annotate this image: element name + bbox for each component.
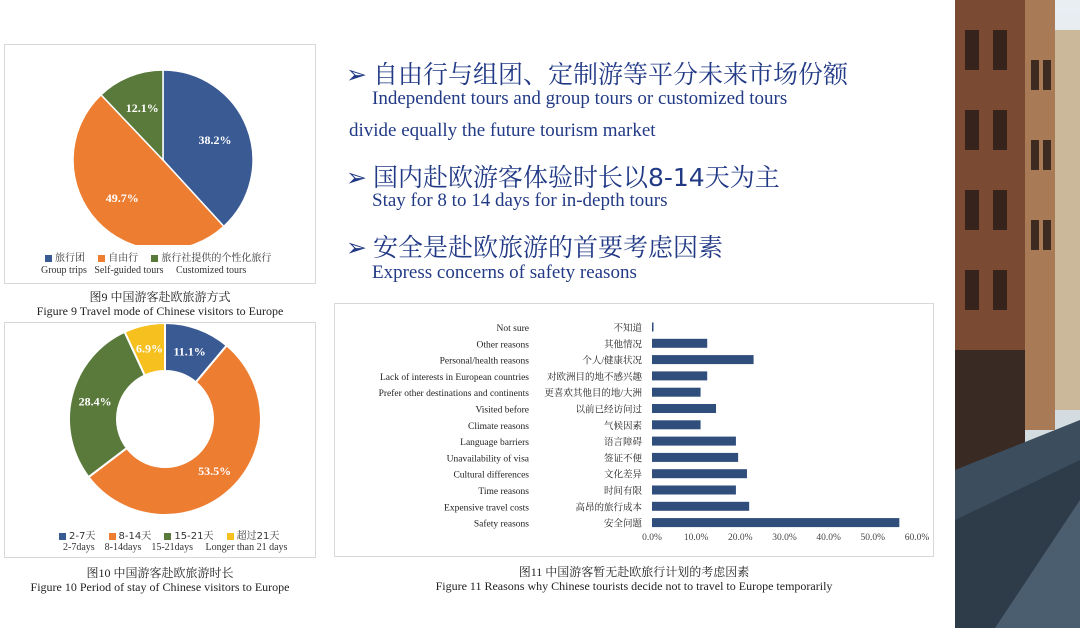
x-tick-label: 50.0% (860, 533, 886, 543)
category-label-en: Cultural differences (453, 470, 529, 481)
bar (652, 502, 749, 511)
legend-swatch (98, 255, 105, 262)
category-label-en: Expensive travel costs (444, 503, 529, 514)
figure-11-caption (334, 565, 934, 593)
figure-11-bar-chart (335, 304, 933, 556)
x-tick-label: 60.0% (904, 533, 930, 543)
bar (652, 486, 736, 495)
bullet-1-title (346, 55, 848, 91)
legend-label-en: Group trips (41, 265, 87, 276)
data-label: 49.7% (105, 191, 139, 206)
caption-en: Figure 10 Period of stay of Chinese visitors to Europe (30, 580, 290, 594)
figure-9-legend-en (41, 265, 246, 276)
bullet-text-zh: 安全是赴欧旅游的首要考虑因素 (372, 233, 723, 262)
category-label-zh: 时间有限 (603, 487, 642, 497)
data-label: 38.2% (198, 132, 232, 147)
legend-label: 8-14天 (118, 531, 152, 542)
bullet-1-subtitle-line2: divide equally the future tourism market (349, 120, 656, 141)
arrow-bullet-icon: ➢ (346, 163, 367, 192)
category-label-zh: 不知道 (613, 324, 642, 334)
figure-9-pie-chart (5, 45, 315, 245)
bullet-2-title (346, 158, 780, 194)
category-label-en: Climate reasons (468, 421, 529, 432)
bar (652, 420, 701, 429)
legend-swatch (45, 255, 52, 262)
category-label-en: Unavailability of visa (446, 454, 529, 465)
figure-10-donut-chart (5, 323, 315, 523)
category-label-en: Not sure (496, 324, 529, 334)
category-label-zh: 高昂的旅行成本 (575, 503, 642, 514)
legend-swatch (109, 533, 116, 540)
category-label-zh: 其他情况 (603, 340, 642, 351)
category-label-zh: 以前已经访问过 (575, 405, 642, 416)
bar (652, 323, 654, 332)
category-label-en: Personal/health reasons (439, 356, 529, 367)
category-label-zh: 气候因素 (603, 421, 642, 432)
category-label-en: Lack of interests in European countries (379, 372, 529, 383)
legend-label: 自由行 (108, 253, 139, 264)
caption-en: Figure 9 Travel mode of Chinese visitors to Europe (36, 304, 284, 318)
category-label-en: Safety reasons (473, 519, 529, 530)
x-tick-label: 30.0% (772, 533, 797, 543)
category-label-zh: 文化差异 (603, 470, 642, 481)
arrow-bullet-icon: ➢ (346, 233, 367, 262)
x-tick-label: 40.0% (816, 533, 841, 543)
data-label: 53.5% (198, 464, 232, 479)
bullet-3-title (346, 228, 723, 264)
caption-zh: 图11 中国游客暂无赴欧旅行计划的考虑因素 (518, 565, 750, 579)
legend-label-en: Customized tours (176, 265, 247, 276)
category-label-en: Language barriers (460, 438, 529, 449)
category-label-en: Prefer other destinations and continents (378, 389, 529, 400)
bar (652, 388, 701, 397)
bar (652, 437, 736, 446)
legend-label-en: 2-7days (63, 542, 95, 553)
street-photo (955, 0, 1080, 628)
category-label-zh: 对欧洲目的地不感兴趣 (546, 372, 642, 383)
figure-9-legend (35, 249, 271, 264)
bar (652, 404, 716, 413)
data-label: 28.4% (78, 394, 112, 409)
legend-label-en: Longer than 21 days (205, 542, 288, 553)
bullet-2-subtitle: Stay for 8 to 14 days for in-depth tours (372, 190, 668, 211)
category-label-zh: 更喜欢其他目的地/大洲 (544, 389, 642, 400)
data-label: 6.9% (135, 341, 163, 356)
bar (652, 371, 707, 380)
category-label-en: Visited before (475, 405, 529, 416)
legend-swatch (164, 533, 171, 540)
legend-swatch (59, 533, 66, 540)
bar (652, 469, 747, 478)
legend-label: 旅行社提供的个性化旅行 (161, 253, 272, 264)
x-tick-label: 10.0% (683, 533, 709, 543)
bullet-3-subtitle: Express concerns of safety reasons (372, 262, 637, 283)
bar (652, 339, 707, 348)
figure-10-legend (49, 527, 279, 542)
legend-label-en: 15-21days (151, 542, 194, 553)
data-label: 12.1% (125, 101, 159, 116)
arrow-bullet-icon: ➢ (346, 60, 367, 89)
figure-11-panel (334, 303, 934, 557)
legend-label: 旅行团 (55, 253, 85, 264)
legend-label: 15-21天 (174, 531, 214, 542)
figure-10-caption (4, 566, 316, 594)
x-tick-label: 0.0% (642, 533, 662, 543)
legend-label-en: Self-guided tours (94, 265, 164, 276)
bar (652, 453, 738, 462)
bar (652, 518, 899, 527)
legend-swatch (227, 533, 234, 540)
figure-10-legend-en (63, 542, 287, 553)
bar (652, 355, 754, 364)
category-label-en: Other reasons (476, 340, 529, 351)
figure-10-panel (4, 322, 316, 558)
legend-swatch (151, 255, 158, 262)
legend-label-en: 8-14days (104, 542, 142, 553)
data-label: 11.1% (173, 344, 206, 359)
category-label-en: Time reasons (478, 487, 529, 497)
bullet-1-subtitle: Independent tours and group tours or customized tours (372, 88, 788, 109)
legend-label: 2-7天 (69, 531, 96, 542)
bullet-text-zh: 国内赴欧游客体验时长以8-14天为主 (372, 163, 780, 192)
x-tick-label: 20.0% (728, 533, 753, 543)
bullet-text-zh: 自由行与组团、定制游等平分未来市场份额 (372, 60, 848, 89)
category-label-zh: 安全问题 (603, 519, 642, 530)
category-label-zh: 语言障碍 (603, 438, 642, 449)
caption-zh: 图9 中国游客赴欧旅游方式 (89, 290, 231, 304)
caption-zh: 图10 中国游客赴欧旅游时长 (86, 566, 234, 580)
legend-label: 超过21天 (236, 531, 280, 542)
figure-9-panel (4, 44, 316, 284)
caption-en: Figure 11 Reasons why Chinese tourists decide not to travel to Europe temporarily (435, 579, 833, 593)
category-label-zh: 个人/健康状况 (582, 356, 642, 367)
figure-9-caption (4, 290, 316, 318)
category-label-zh: 签证不便 (603, 454, 642, 465)
